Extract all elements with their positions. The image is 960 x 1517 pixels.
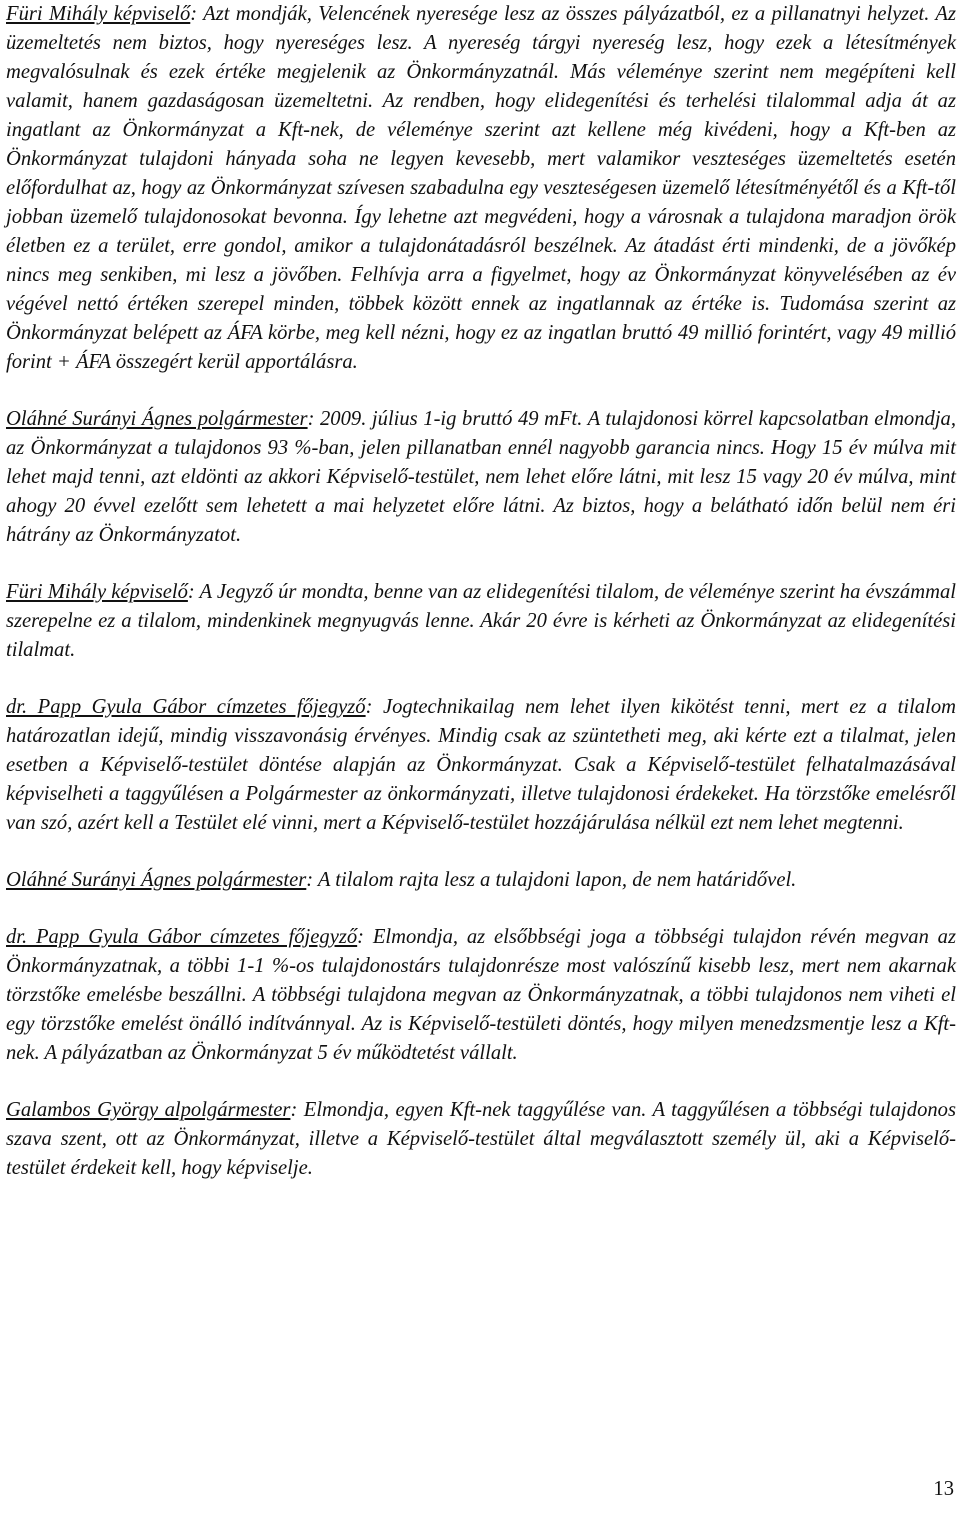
speaker-name: Füri Mihály képviselő bbox=[6, 581, 188, 603]
paragraph-4 bbox=[6, 693, 956, 838]
statement-text: 2009. július 1-ig bruttó 49 mFt. A tulajdonosi körrel kapcsolatban elmondja, az Önkormányzat a tulajdonos 93 %-ban, jelen pillanatban ennél nagyobb garancia nincs. Hogy 15 év múlva mit lehet majd tenni, azt eldönti az akkori Képviselő-testület, nem lehet előre látni, mit lesz 15 vagy 20 év múlva, mint ahogy 20 évvel ezelőtt sem lehetett a mai helyzetet előre látni. Az biztos, hogy a belátható időn belül nem éri hátrány az Önkormányzatot. bbox=[6, 408, 956, 546]
speaker-name: Oláhné Surányi Ágnes polgármester bbox=[6, 869, 307, 891]
document-page bbox=[6, 0, 956, 1183]
statement-text: A tilalom rajta lesz a tulajdoni lapon, de nem határidővel. bbox=[313, 869, 797, 891]
statement-text: Elmondja, az elsőbbségi joga a többségi tulajdon révén megvan az Önkormányzatnak, a többi 1-1 %-os tulajdonostárs tulajdonrésze most valószínű kisebb lesz, mert nem akarnak törzstőke emelésbe beszállni. A többségi tulajdona megvan az Önkormányzatnak, a többi tulajdonos nem viheti el egy törzstőke emelést önálló indítvánnyal. Az is Képviselő-testületi döntés, hogy milyen menedzsmentje lesz a Kft-nek. A pályázatban az Önkormányzat 5 év működtetést vállalt. bbox=[6, 926, 956, 1064]
paragraph-2 bbox=[6, 405, 956, 550]
speaker-name: Oláhné Surányi Ágnes polgármester bbox=[6, 408, 308, 430]
speaker-name: dr. Papp Gyula Gábor címzetes főjegyző bbox=[6, 926, 358, 948]
speaker-separator: : bbox=[357, 926, 365, 948]
speaker-name: Füri Mihály képviselő bbox=[6, 3, 191, 25]
statement-text: A Jegyző úr mondta, benne van az elidegenítési tilalom, de véleménye szerint ha évszámmal szerepelne ez a tilalom, mindenkinek megnyugvás lenne. Akár 20 évre is kérheti az Önkormányzat az elidegenítési tilalmat. bbox=[6, 581, 956, 661]
speaker-name: dr. Papp Gyula Gábor címzetes főjegyző bbox=[6, 696, 366, 718]
paragraph-7 bbox=[6, 1096, 956, 1183]
speaker-separator: : bbox=[306, 869, 314, 891]
speaker-separator: : bbox=[290, 1099, 298, 1121]
speaker-separator: : bbox=[307, 408, 315, 430]
paragraph-5 bbox=[6, 866, 956, 895]
statement-text: Azt mondják, Velencének nyeresége lesz az összes pályázatból, ez a pillanatnyi helyzet. Az üzemeltetés nem biztos, hogy nyereséges lesz. A nyereség tárgyi nyereség lesz, hogy ezek a létesítmények megvalósulnak és ezek értéke megjelenik az Önkormányzatnál. Más véleménye szerint nem megépíteni kell valamit, hanem gazdaságosan üzemeltetni. Az rendben, hogy elidegenítési és terhelési tilalommal adja át az ingatlant az Önkormányzat a Kft-nek, de véleménye szerint azt kellene még kivédeni, hogy a Kft-ben az Önkormányzat tulajdoni hányada soha ne legyen kevesebb, mert valamikor veszteséges üzemeltetés esetén előfordulhat az, hogy az Önkormányzat szívesen szabadulna egy veszteségesen üzemelő létesítményétől és a Kft-től jobban üzemelő tulajdonosokat bevonna. Így lehetne azt megvédeni, hogy a városnak a tulajdona maradjon örök életben ez a terület, erre gondol, amikor a tulajdonátadásról beszélnek. Az átadást érti mindenki, de a jövőkép nincs meg senkiben, mi lesz a jövőben. Felhívja arra a figyelmet, hogy az Önkormányzat könyvelésében az év végével nettó értéken szerepel minden, többek között ennek az ingatlannak az értéke is. Tudomása szerint az Önkormányzat belépett az ÁFA körbe, meg kell nézni, hogy ez az ingatlan bruttó 49 millió forintért, vagy 49 millió forint + ÁFA összegért kerül apportálásra. bbox=[6, 3, 956, 373]
statement-text: Elmondja, egyen Kft-nek taggyűlése van. A taggyűlésen a többségi tulajdonos szava szent, ott az Önkormányzat, illetve a Képviselő-testület által megválasztott személy ül, aki a Képviselő-testület érdekeit kell, hogy képviselje. bbox=[6, 1099, 956, 1179]
speaker-separator: : bbox=[187, 581, 195, 603]
paragraph-1 bbox=[6, 0, 956, 377]
statement-text: Jogtechnikailag nem lehet ilyen kikötést tenni, mert ez a tilalom határozatlan idejű, mindig visszavonásig érvényes. Mindig csak az szüntetheti meg, aki kérte ezt a tilalmat, jelen esetben a Képviselő-testület döntése alapján az Önkormányzat. Csak a Képviselő-testület felhatalmazásával képviselheti a taggyűlésen a Polgármester az önkormányzati, illetve tulajdonosi érdekeket. Ha törzstőke emelésről van szó, azért kell a Testület elé vinni, mert a Képviselő-testület hozzájárulása nélkül ezt nem lehet megtenni. bbox=[6, 696, 956, 834]
page-number: 13 bbox=[933, 1478, 954, 1500]
paragraph-6 bbox=[6, 923, 956, 1068]
paragraph-3 bbox=[6, 578, 956, 665]
speaker-separator: : bbox=[190, 3, 198, 25]
speaker-name: Galambos György alpolgármester bbox=[6, 1099, 291, 1121]
speaker-separator: : bbox=[365, 696, 373, 718]
